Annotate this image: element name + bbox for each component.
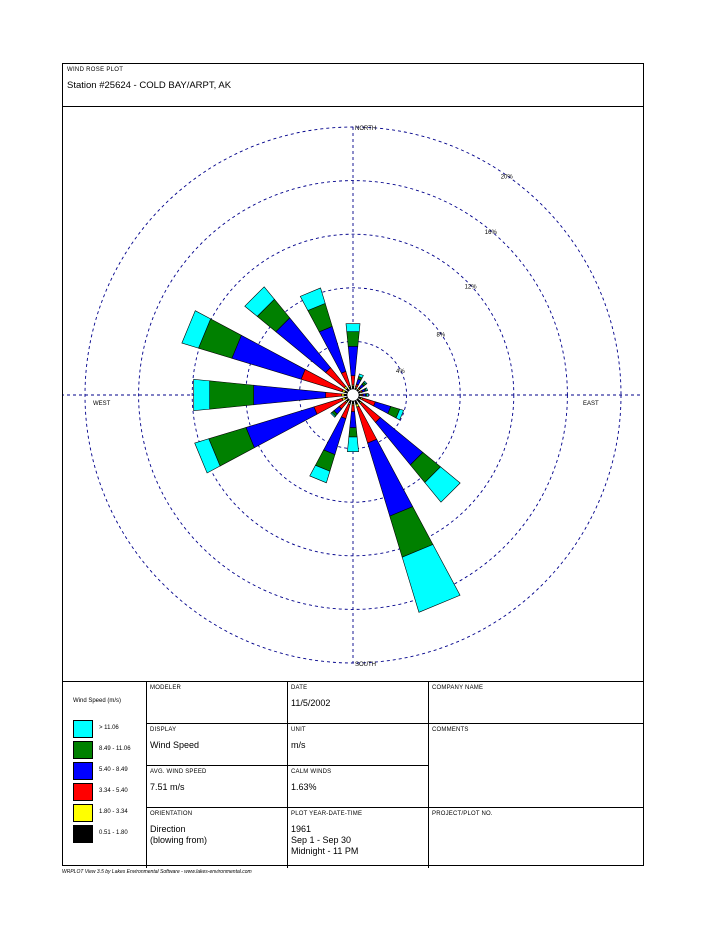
- display-value: Wind Speed: [150, 740, 200, 750]
- plot-frame: [62, 63, 644, 866]
- date-label: DATE: [291, 685, 308, 691]
- plot-year-cell: [288, 808, 429, 868]
- avg-speed-label: AVG. WIND SPEED: [150, 769, 207, 775]
- station-title: Station #25624 - COLD BAY/ARPT, AK: [67, 80, 232, 91]
- petal-W-bin-3: [254, 385, 326, 405]
- south-label: SOUTH: [355, 662, 376, 668]
- legend-label: 5.40 - 8.49: [99, 767, 128, 773]
- plot-year-value: 1961 Sep 1 - Sep 30 Midnight - 11 PM: [291, 824, 359, 856]
- orientation-value: Direction (blowing from): [150, 824, 208, 845]
- legend-swatch: [73, 783, 93, 801]
- ring-label: 12%: [464, 284, 477, 291]
- avg-speed-cell: [147, 766, 288, 808]
- modeler-cell: [147, 682, 288, 724]
- legend-item: [73, 825, 143, 845]
- legend-swatch: [73, 804, 93, 822]
- petal-W-bin-4: [210, 381, 254, 409]
- legend-swatch: [73, 825, 93, 843]
- calm-winds-label: CALM WINDS: [291, 769, 332, 775]
- company-cell: [429, 682, 643, 724]
- legend-cell: [63, 682, 147, 868]
- display-cell: [147, 724, 288, 766]
- legend-label: 1.80 - 3.34: [99, 809, 128, 815]
- plot-type-label: WIND ROSE PLOT: [67, 67, 124, 73]
- date-value: 11/5/2002: [291, 698, 331, 708]
- petal-ESE-bin-3: [374, 402, 391, 414]
- petal-WSW-bin-3: [246, 407, 317, 448]
- legend-swatch: [73, 741, 93, 759]
- petal-N-bin-0: [352, 386, 354, 389]
- legend-label: 0.51 - 1.80: [99, 830, 128, 836]
- orientation-cell: [147, 808, 288, 868]
- legend-swatch: [73, 720, 93, 738]
- legend-item: [73, 783, 143, 803]
- petal-N-bin-2: [351, 376, 355, 385]
- petal-W-bin-2: [326, 392, 342, 397]
- ring-label: 16%: [484, 229, 497, 236]
- modeler-label: MODELER: [150, 685, 182, 691]
- petal-SSE-bin-5: [402, 544, 460, 612]
- project-cell: [429, 808, 643, 868]
- petal-N-bin-5: [346, 324, 360, 332]
- legend-item: [73, 741, 143, 761]
- east-label: EAST: [583, 401, 599, 407]
- legend-item: [73, 804, 143, 824]
- west-label: WEST: [93, 401, 111, 407]
- legend-swatch: [73, 762, 93, 780]
- legend-label: 3.34 - 5.40: [99, 788, 128, 794]
- petal-E-bin-5: [367, 393, 368, 396]
- petal-S-bin-2: [351, 405, 354, 412]
- comments-cell: [429, 724, 643, 808]
- petal-S-bin-0: [352, 401, 354, 404]
- legend-item: [73, 762, 143, 782]
- calm-winds-value: 1.63%: [291, 782, 317, 792]
- legend-title: Wind Speed (m/s): [73, 698, 122, 704]
- software-credit: WRPLOT View 3.5 by Lakes Environmental Software - www.lakes-environmental.com: [62, 869, 252, 875]
- comments-label: COMMENTS: [432, 727, 469, 733]
- orientation-label: ORIENTATION: [150, 811, 193, 817]
- unit-cell: [288, 724, 429, 766]
- petal-W-bin-1: [342, 394, 345, 396]
- company-label: COMPANY NAME: [432, 685, 484, 691]
- ring-label: 20%: [500, 174, 513, 181]
- project-label: PROJECT/PLOT NO.: [432, 811, 493, 817]
- calm-circle: [347, 389, 359, 401]
- petal-N-bin-4: [347, 332, 359, 347]
- info-panel: [63, 681, 643, 867]
- legend-label: 8.49 - 11.06: [99, 746, 131, 752]
- plot-header: [63, 64, 643, 107]
- petal-S-bin-4: [349, 428, 357, 437]
- petal-SSW-bin-3: [324, 417, 346, 455]
- petal-S-bin-3: [350, 412, 356, 428]
- petal-W-bin-0: [344, 394, 347, 396]
- legend-label: > 11.06: [99, 725, 119, 731]
- ring-label: 8%: [436, 332, 446, 339]
- unit-label: UNIT: [291, 727, 306, 733]
- ring-label: 4%: [395, 368, 405, 375]
- unit-value: m/s: [291, 740, 306, 750]
- north-label: NORTH: [355, 126, 377, 132]
- calm-winds-cell: [288, 766, 429, 808]
- petal-E-bin-3: [363, 394, 366, 396]
- legend-item: [73, 720, 143, 740]
- plot-year-label: PLOT YEAR-DATE-TIME: [291, 811, 363, 817]
- petal-S-bin-5: [347, 437, 358, 452]
- display-label: DISPLAY: [150, 727, 177, 733]
- avg-speed-value: 7.51 m/s: [150, 782, 185, 792]
- wind-rose-chart: [63, 107, 643, 681]
- date-cell: [288, 682, 429, 724]
- petal-W-bin-5: [194, 379, 210, 410]
- petal-N-bin-3: [348, 346, 358, 375]
